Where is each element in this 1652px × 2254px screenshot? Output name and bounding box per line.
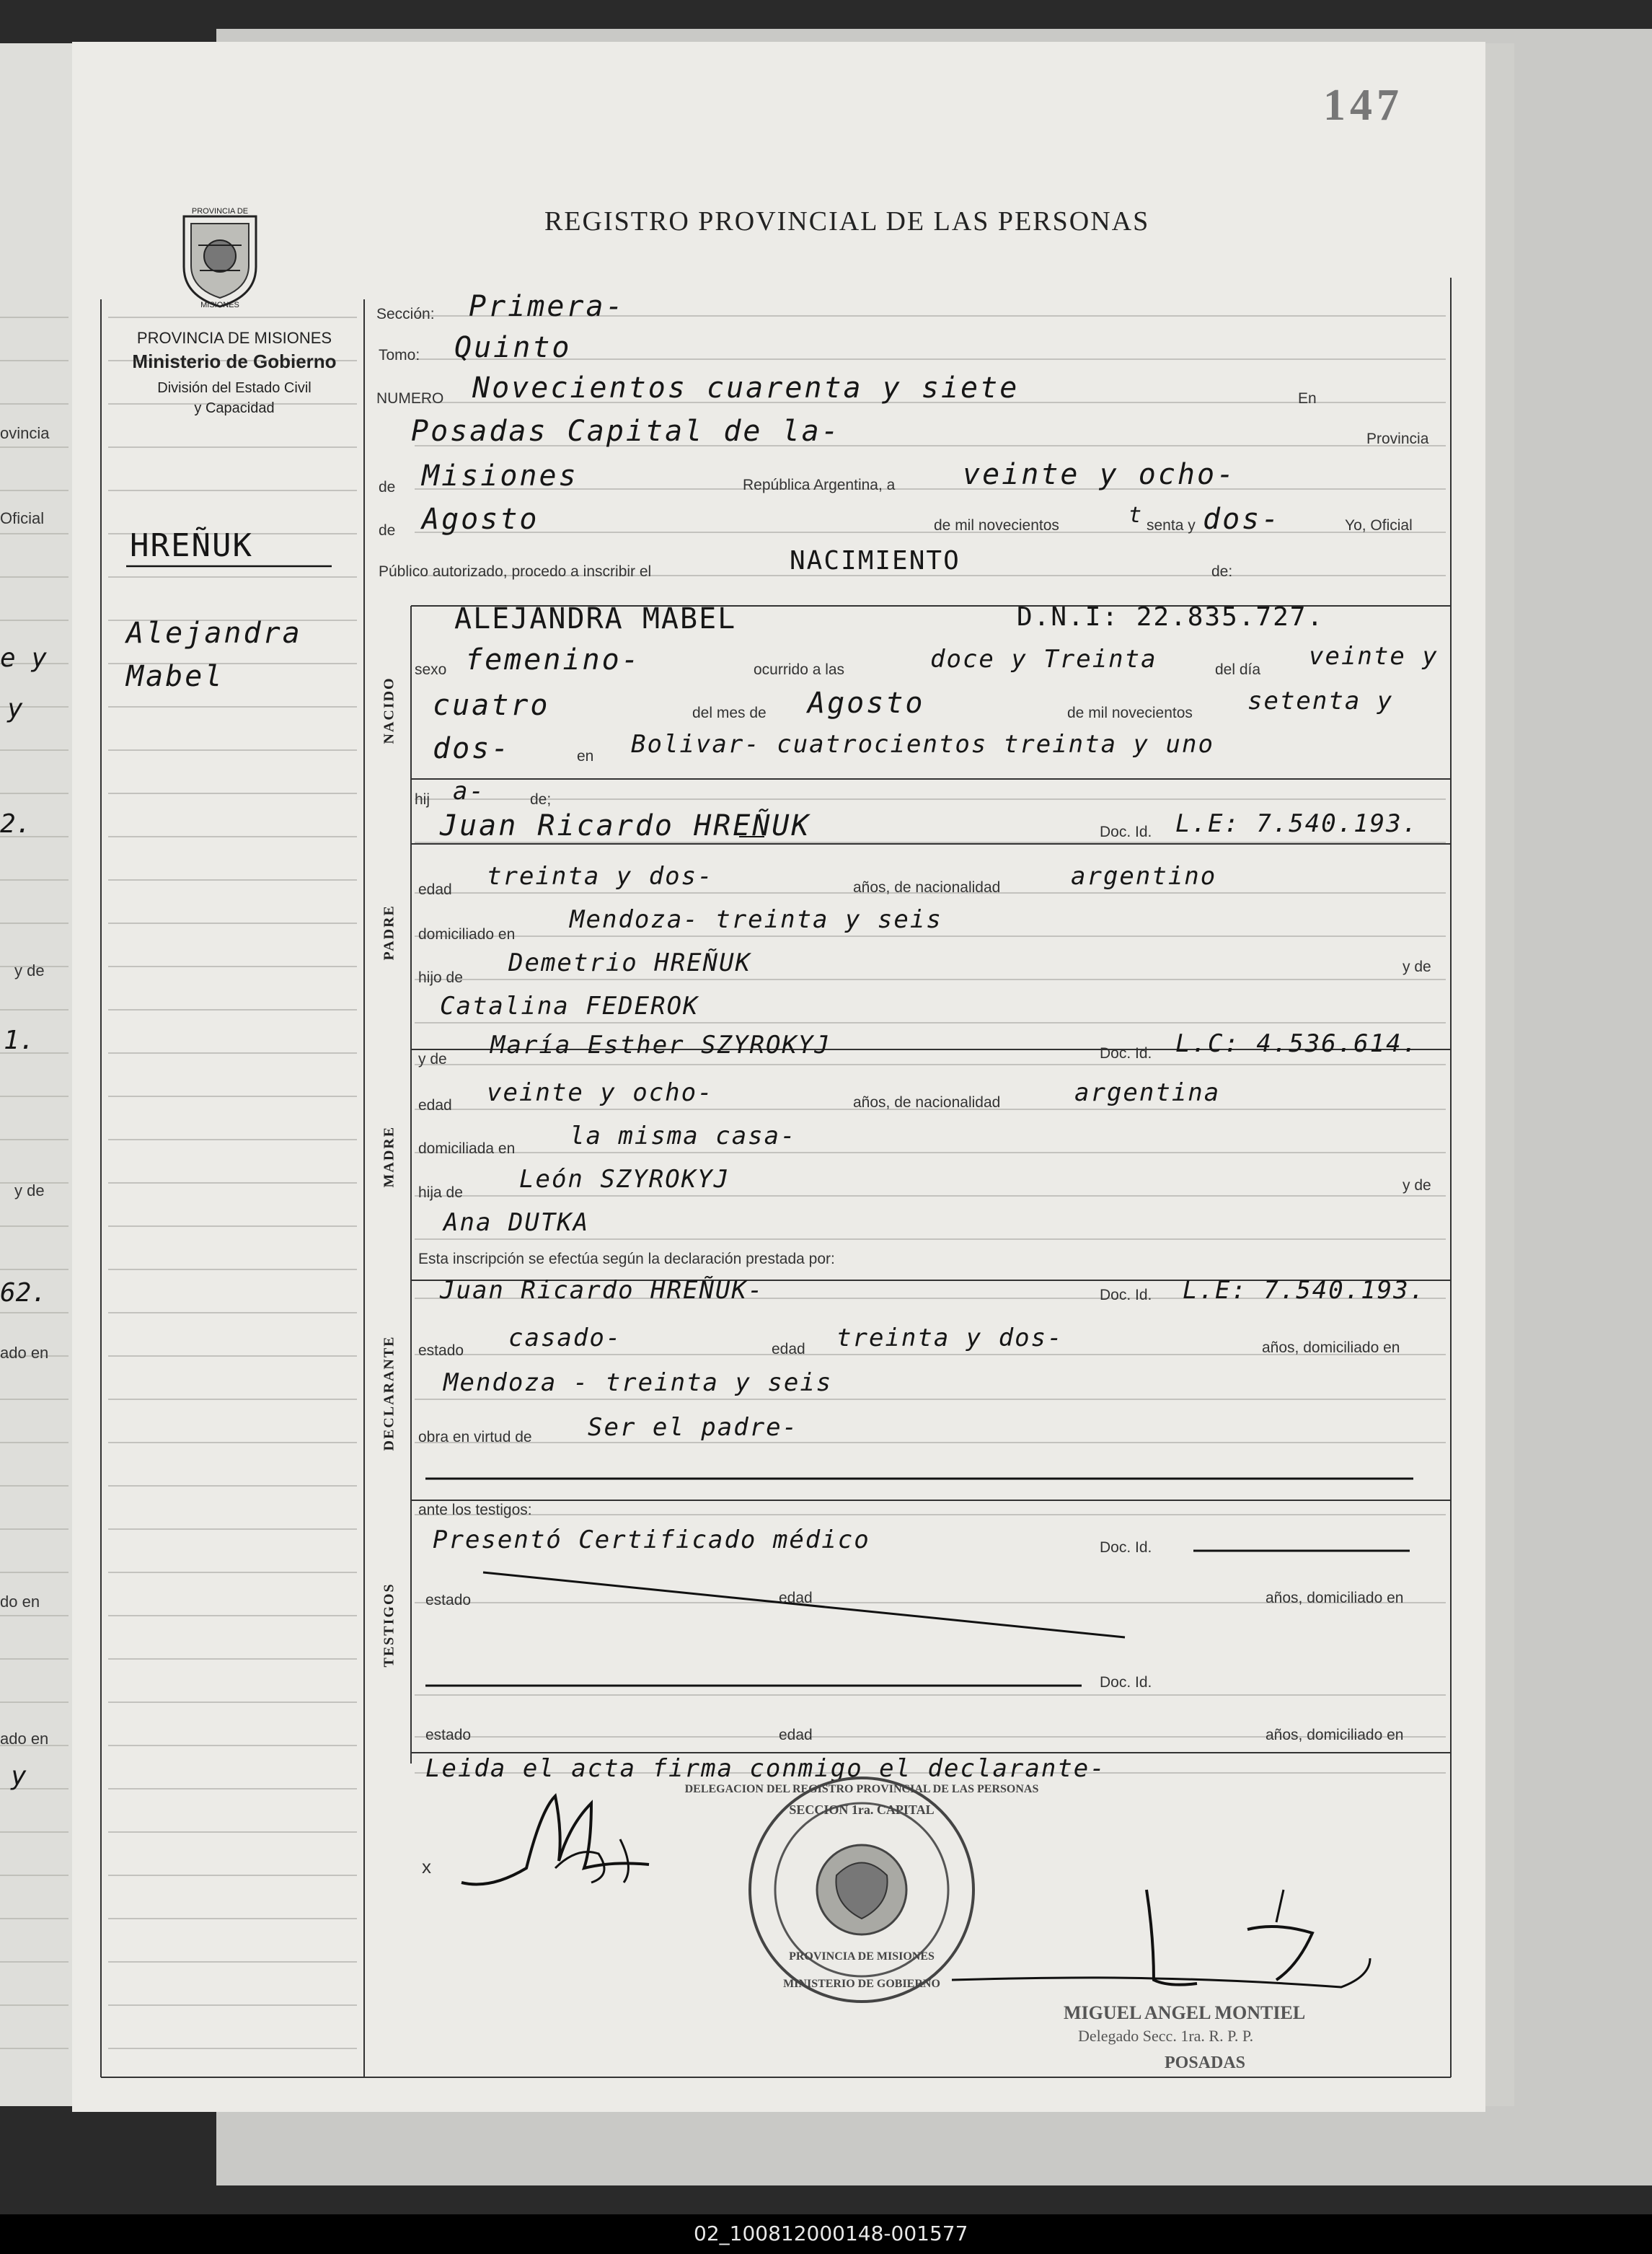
madre-nac-label: años, de nacionalidad — [853, 1094, 1001, 1111]
madre-domicilio: la misma casa- — [570, 1122, 797, 1150]
closing-text: Leida el acta firma conmigo el declarante- — [425, 1754, 1106, 1783]
footer-code: 02_100812000148-001577 — [694, 2222, 968, 2245]
left-fragment: ado en — [0, 1344, 49, 1362]
declarante-domicilio: Mendoza - treinta y seis — [443, 1368, 833, 1397]
seccion-label: Sección: — [376, 306, 435, 322]
declarante-doc-label: Doc. Id. — [1100, 1287, 1152, 1303]
testigo-dom-label: años, domiciliado en — [1265, 1590, 1404, 1606]
nacido-dni: D.N.I: 22.835.727. — [1017, 602, 1325, 632]
left-fragment: y — [11, 1761, 27, 1791]
official-title: Delegado Secc. 1ra. R. P. P. — [1078, 2027, 1254, 2045]
de-label-3: de: — [1211, 563, 1233, 580]
margin-surname: HREÑUK — [130, 527, 253, 564]
left-fragment: 2. — [0, 809, 32, 839]
mes-label: del mes de — [692, 705, 767, 721]
dia-label: del día — [1215, 661, 1261, 678]
numero-value: Novecientos cuarenta y siete — [472, 371, 1020, 405]
padre-dom-label: domiciliado en — [418, 926, 516, 943]
padre-edad: treinta y dos- — [487, 862, 714, 891]
padre-nacionalidad: argentino — [1071, 862, 1217, 891]
padre-doc-label: Doc. Id. — [1100, 824, 1152, 840]
declarante-intro: Esta inscripción se efectúa según la declaración prestada por: — [418, 1251, 835, 1267]
padre-domicilio: Mendoza- treinta y seis — [570, 905, 942, 934]
numero-label: NUMERO — [376, 390, 444, 407]
declarante-obra: Ser el padre- — [588, 1413, 799, 1442]
testigo-1-text: Presentó Certificado médico — [433, 1526, 870, 1554]
hijo-de-label: de; — [530, 791, 552, 808]
declarante-edad: treinta y dos- — [836, 1324, 1064, 1352]
agency-line2: Ministerio de Gobierno — [132, 351, 337, 372]
testigo-edad-label-2: edad — [779, 1727, 813, 1743]
left-fragment: 1. — [4, 1026, 35, 1055]
left-fragment: do en — [0, 1593, 40, 1611]
anio-value-a: setenta y — [1247, 687, 1394, 716]
stamp-bottom-text: MINISTERIO DE GOBIERNO — [783, 1978, 940, 1990]
year-inserted: t — [1128, 503, 1144, 528]
document-title: REGISTRO PROVINCIAL DE LAS PERSONAS — [544, 206, 1150, 237]
nacido-full-name: ALEJANDRA MABEL — [454, 602, 737, 635]
x-mark: x — [422, 1856, 431, 1877]
de-label-2: de — [379, 522, 396, 539]
declarante-obra-label: obra en virtud de — [418, 1429, 532, 1445]
madre-edad-label: edad — [418, 1097, 452, 1114]
mes-value: Agosto — [808, 687, 925, 720]
seal-bottom-text: MISIONES — [200, 301, 239, 309]
lugar-label: en — [577, 748, 594, 765]
testigo-estado-label-2: estado — [425, 1727, 472, 1743]
left-fragment: 62. — [0, 1278, 48, 1308]
left-fragment: e y — [0, 643, 48, 673]
madre-y-de-label: y de — [418, 1051, 447, 1067]
testigos-section-label: TESTIGOS — [381, 1582, 397, 1668]
seccion-value: Primera- — [469, 290, 625, 323]
margin-given-line2: Mabel — [126, 660, 224, 693]
declarante-name: Juan Ricardo HREÑUK- — [440, 1276, 764, 1305]
anio-value-b: dos- — [433, 732, 511, 765]
stamp-outer-text: DELEGACION DEL REGISTRO PROVINCIAL DE LAS PERSONAS — [684, 1783, 1039, 1795]
padre-hijo-label: hijo de — [418, 969, 463, 986]
testigo-edad-label: edad — [779, 1590, 813, 1606]
provincia-label: Provincia — [1366, 431, 1429, 447]
dia-value-a: veinte y — [1309, 642, 1439, 671]
act-type-value: NACIMIENTO — [790, 546, 960, 576]
tomo-value: Quinto — [454, 331, 572, 364]
left-fragment: y — [7, 694, 23, 723]
declarante-estado-label: estado — [418, 1342, 464, 1359]
year-label-b: senta y — [1147, 517, 1196, 534]
agency-line1: PROVINCIA DE MISIONES — [136, 329, 332, 347]
madre-name: María Esther SZYROKYJ — [490, 1031, 831, 1060]
left-fragment: ovincia — [0, 424, 50, 442]
madre-doc: L.C: 4.536.614. — [1175, 1029, 1419, 1058]
madre-nacionalidad: argentina — [1074, 1078, 1221, 1107]
testigos-ante-label: ante los testigos: — [418, 1502, 532, 1518]
declarante-edad-label: edad — [772, 1341, 805, 1357]
page-number: 147 — [1323, 81, 1403, 130]
madre-hija-label: hija de — [418, 1184, 463, 1201]
padre-padre-de: Demetrio HREÑUK — [508, 948, 752, 977]
stamp-inner-text: SECCION 1ra. CAPITAL — [789, 1802, 935, 1817]
padre-name: Juan Ricardo HREÑUK — [440, 809, 811, 842]
lugar-value: Bolivar- cuatrocientos treinta y uno — [631, 730, 1214, 759]
publico-label: Público autorizado, procedo a inscribir el — [379, 563, 652, 580]
dia-value-b: cuatro — [433, 689, 550, 722]
agency-line3: División del Estado Civil — [157, 380, 312, 396]
madre-section-label: MADRE — [381, 1125, 397, 1188]
en-label: En — [1298, 390, 1317, 407]
padre-edad-label: edad — [418, 881, 452, 898]
madre-madre-de: Ana DUTKA — [443, 1208, 590, 1237]
testigo-estado-label: estado — [425, 1592, 472, 1608]
padre-doc: L.E: 7.540.193. — [1175, 809, 1419, 838]
nacido-section-label: NACIDO — [381, 677, 397, 744]
declarante-dom-label: años, domiciliado en — [1262, 1339, 1400, 1356]
hijo-suffix: a- — [453, 777, 485, 806]
year-unit-value: dos- — [1203, 503, 1281, 536]
official-city: POSADAS — [1165, 2053, 1246, 2072]
declarante-section-label: DECLARANTE — [381, 1335, 397, 1451]
oficial-label: Yo, Oficial — [1345, 517, 1413, 534]
sexo-value: femenino- — [465, 643, 641, 677]
testigo-doc-label: Doc. Id. — [1100, 1539, 1152, 1556]
de-label: de — [379, 479, 396, 496]
declarante-doc: L.E: 7.540.193. — [1183, 1276, 1426, 1305]
hora-label: ocurrido a las — [754, 661, 845, 678]
declarant-signature — [447, 1782, 663, 1897]
left-fragment: y de — [14, 1181, 45, 1199]
padre-y-de-label: y de — [1403, 959, 1431, 975]
testigo-dom-label-2: años, domiciliado en — [1265, 1727, 1404, 1743]
padre-madre-de: Catalina FEDEROK — [440, 992, 699, 1021]
tomo-label: Tomo: — [379, 347, 420, 364]
madre-doc-label: Doc. Id. — [1100, 1045, 1152, 1062]
madre-dom-label: domiciliada en — [418, 1140, 516, 1157]
madre-edad: veinte y ocho- — [487, 1078, 714, 1107]
province-seal-icon — [169, 202, 270, 310]
sexo-label: sexo — [415, 661, 447, 678]
padre-section-label: PADRE — [381, 904, 397, 961]
anio-label: de mil novecientos — [1067, 705, 1193, 721]
province-value: Misiones — [422, 459, 578, 493]
left-fragment: Oficial — [0, 509, 45, 527]
month-value: Agosto — [422, 503, 539, 536]
left-fragment: ado en — [0, 1730, 49, 1748]
hijo-label: hij — [415, 791, 430, 808]
republica-label: República Argentina, a — [743, 477, 896, 493]
hora-value: doce y Treinta — [930, 645, 1157, 674]
day-value: veinte y ocho- — [963, 458, 1237, 491]
agency-line4: y Capacidad — [194, 400, 275, 416]
place-value: Posadas Capital de la- — [411, 415, 841, 448]
madre-padre-de: León SZYROKYJ — [519, 1165, 730, 1194]
official-name: MIGUEL ANGEL MONTIEL — [1064, 2002, 1306, 2023]
madre-y-de-label-2: y de — [1403, 1177, 1431, 1194]
margin-given-line1: Alejandra — [126, 617, 302, 650]
declarante-estado: casado- — [508, 1324, 622, 1352]
stamp-mid-text: PROVINCIA DE MISIONES — [789, 1950, 935, 1963]
year-label-a: de mil novecientos — [934, 517, 1059, 534]
testigo-doc-label-2: Doc. Id. — [1100, 1674, 1152, 1691]
seal-top-text: PROVINCIA DE — [191, 207, 249, 216]
padre-nac-label: años, de nacionalidad — [853, 879, 1001, 896]
left-fragment: y de — [14, 961, 45, 979]
